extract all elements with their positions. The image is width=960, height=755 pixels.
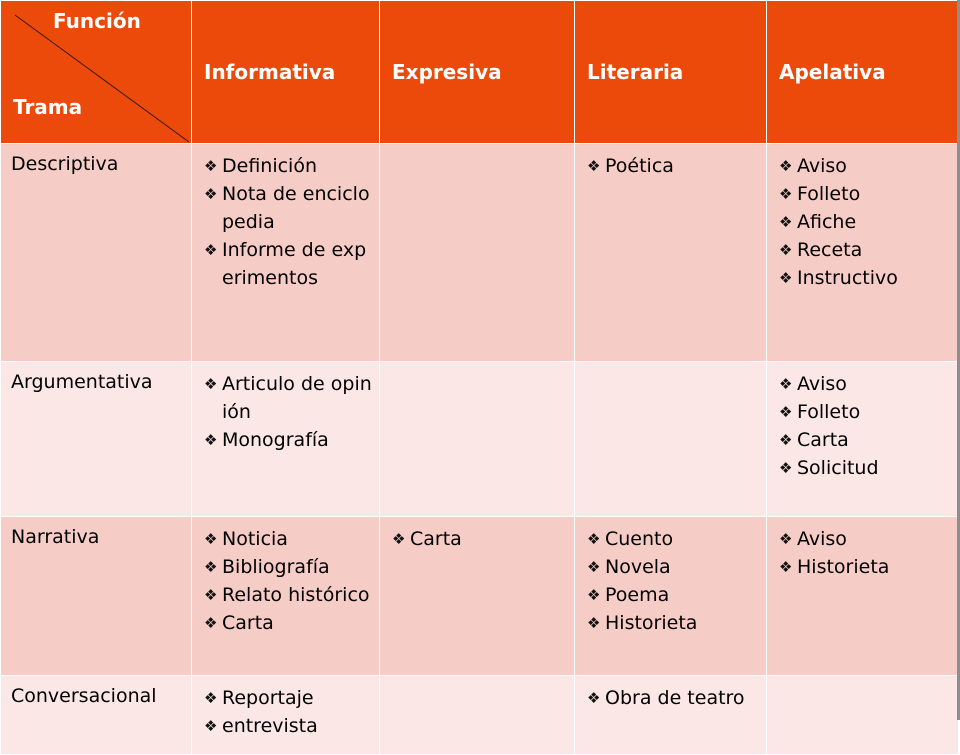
list-item xyxy=(204,609,373,637)
list-item-text: Solicitud xyxy=(797,457,879,479)
list-item-text: Folleto xyxy=(797,401,861,423)
item-list xyxy=(192,362,379,454)
item-list xyxy=(575,144,766,180)
trama-label: Descriptiva xyxy=(1,144,192,362)
list-item xyxy=(779,398,952,426)
list-item-text: Aviso xyxy=(797,155,847,177)
list-item-text: Carta xyxy=(222,612,274,634)
cell-informativa xyxy=(192,362,380,517)
diamond-bullet-icon: ❖ xyxy=(392,530,406,548)
item-list xyxy=(575,517,766,637)
diamond-bullet-icon: ❖ xyxy=(779,157,793,175)
cell-expresiva xyxy=(380,144,575,362)
list-item xyxy=(204,553,373,581)
item-list xyxy=(192,517,379,637)
item-list xyxy=(380,517,574,553)
list-item xyxy=(204,712,373,740)
list-item-text: Informe de experimentos xyxy=(222,239,367,289)
list-item xyxy=(779,208,952,236)
list-item-text: Poema xyxy=(605,584,670,606)
list-item-text: Folleto xyxy=(797,183,861,205)
list-item xyxy=(204,152,373,180)
list-item-text: Novela xyxy=(605,556,671,578)
cell-expresiva xyxy=(380,362,575,517)
header-expresiva: Expresiva xyxy=(380,1,575,144)
diamond-bullet-icon: ❖ xyxy=(779,269,793,287)
list-item-text: Nota de enciclopedia xyxy=(222,183,370,233)
header-row xyxy=(1,1,959,144)
item-list xyxy=(767,362,958,482)
cell-literaria xyxy=(575,517,767,676)
list-item xyxy=(779,426,952,454)
item-list xyxy=(767,517,958,581)
table-body xyxy=(1,144,959,755)
list-item xyxy=(779,553,952,581)
list-item xyxy=(779,236,952,264)
diamond-bullet-icon: ❖ xyxy=(204,375,218,393)
cell-informativa xyxy=(192,144,380,362)
list-item-text: Instructivo xyxy=(797,267,898,289)
list-item xyxy=(204,581,373,609)
list-item-text: Historieta xyxy=(797,556,890,578)
diamond-bullet-icon: ❖ xyxy=(779,403,793,421)
list-item xyxy=(204,684,373,712)
diamond-bullet-icon: ❖ xyxy=(779,375,793,393)
diamond-bullet-icon: ❖ xyxy=(204,241,218,259)
diamond-bullet-icon: ❖ xyxy=(587,157,601,175)
list-item xyxy=(587,609,760,637)
diamond-bullet-icon: ❖ xyxy=(204,185,218,203)
list-item xyxy=(779,180,952,208)
header-apelativa: Apelativa xyxy=(767,1,959,144)
item-list xyxy=(192,144,379,292)
diamond-bullet-icon: ❖ xyxy=(204,586,218,604)
diamond-bullet-icon: ❖ xyxy=(779,459,793,477)
list-item-text: Afiche xyxy=(797,211,857,233)
table-row xyxy=(1,362,959,517)
diamond-bullet-icon: ❖ xyxy=(779,241,793,259)
diamond-bullet-icon: ❖ xyxy=(779,213,793,231)
cell-apelativa xyxy=(767,517,959,676)
list-item xyxy=(587,684,760,712)
list-item xyxy=(204,370,373,426)
list-item-text: Aviso xyxy=(797,528,847,550)
cell-expresiva xyxy=(380,517,575,676)
list-item xyxy=(204,236,373,292)
list-item-text: Cuento xyxy=(605,528,674,550)
cell-informativa xyxy=(192,517,380,676)
list-item xyxy=(779,525,952,553)
cell-literaria xyxy=(575,362,767,517)
list-item xyxy=(587,581,760,609)
list-item-text: Relato histórico xyxy=(222,584,370,606)
diamond-bullet-icon: ❖ xyxy=(587,614,601,632)
list-item-text: Receta xyxy=(797,239,863,261)
cell-literaria xyxy=(575,144,767,362)
diamond-bullet-icon: ❖ xyxy=(204,614,218,632)
diamond-bullet-icon: ❖ xyxy=(779,558,793,576)
cell-informativa xyxy=(192,676,380,755)
list-item xyxy=(204,525,373,553)
diamond-bullet-icon: ❖ xyxy=(204,530,218,548)
list-item-text: Reportaje xyxy=(222,687,314,709)
list-item-text: Historieta xyxy=(605,612,698,634)
list-item xyxy=(587,152,760,180)
list-item-text: Bibliografía xyxy=(222,556,330,578)
list-item-text: entrevista xyxy=(222,715,318,737)
list-item-text: Articulo de opinión xyxy=(222,373,372,423)
diamond-bullet-icon: ❖ xyxy=(204,717,218,735)
diamond-bullet-icon: ❖ xyxy=(779,431,793,449)
diamond-bullet-icon: ❖ xyxy=(587,558,601,576)
list-item xyxy=(779,454,952,482)
list-item xyxy=(587,553,760,581)
diamond-bullet-icon: ❖ xyxy=(779,530,793,548)
cell-apelativa xyxy=(767,362,959,517)
list-item xyxy=(204,426,373,454)
cell-literaria xyxy=(575,676,767,755)
item-list xyxy=(575,676,766,712)
list-item xyxy=(587,525,760,553)
diamond-bullet-icon: ❖ xyxy=(779,185,793,203)
list-item xyxy=(779,370,952,398)
item-list xyxy=(192,676,379,740)
table-row xyxy=(1,144,959,362)
trama-label: Conversacional xyxy=(1,676,192,755)
corner-label-trama: Trama xyxy=(13,95,83,119)
header-informativa: Informativa xyxy=(192,1,380,144)
cell-expresiva xyxy=(380,676,575,755)
trama-label: Argumentativa xyxy=(1,362,192,517)
corner-header-cell xyxy=(1,1,192,144)
table-row xyxy=(1,517,959,676)
list-item-text: Obra de teatro xyxy=(605,687,745,709)
diamond-bullet-icon: ❖ xyxy=(204,157,218,175)
list-item-text: Definición xyxy=(222,155,317,177)
list-item-text: Carta xyxy=(797,429,849,451)
list-item-text: Monografía xyxy=(222,429,329,451)
list-item xyxy=(392,525,568,553)
diamond-bullet-icon: ❖ xyxy=(587,689,601,707)
cell-apelativa xyxy=(767,676,959,755)
item-list xyxy=(767,144,958,292)
list-item xyxy=(779,152,952,180)
list-item-text: Poética xyxy=(605,155,674,177)
diamond-bullet-icon: ❖ xyxy=(204,431,218,449)
diamond-bullet-icon: ❖ xyxy=(204,558,218,576)
list-item-text: Carta xyxy=(410,528,462,550)
list-item-text: Noticia xyxy=(222,528,288,550)
corner-label-funcion: Función xyxy=(53,9,141,33)
table-row xyxy=(1,676,959,755)
list-item-text: Aviso xyxy=(797,373,847,395)
cell-apelativa xyxy=(767,144,959,362)
diamond-bullet-icon: ❖ xyxy=(204,689,218,707)
trama-label: Narrativa xyxy=(1,517,192,676)
diamond-bullet-icon: ❖ xyxy=(587,586,601,604)
header-literaria: Literaria xyxy=(575,1,767,144)
list-item xyxy=(204,180,373,236)
diamond-bullet-icon: ❖ xyxy=(587,530,601,548)
list-item xyxy=(779,264,952,292)
